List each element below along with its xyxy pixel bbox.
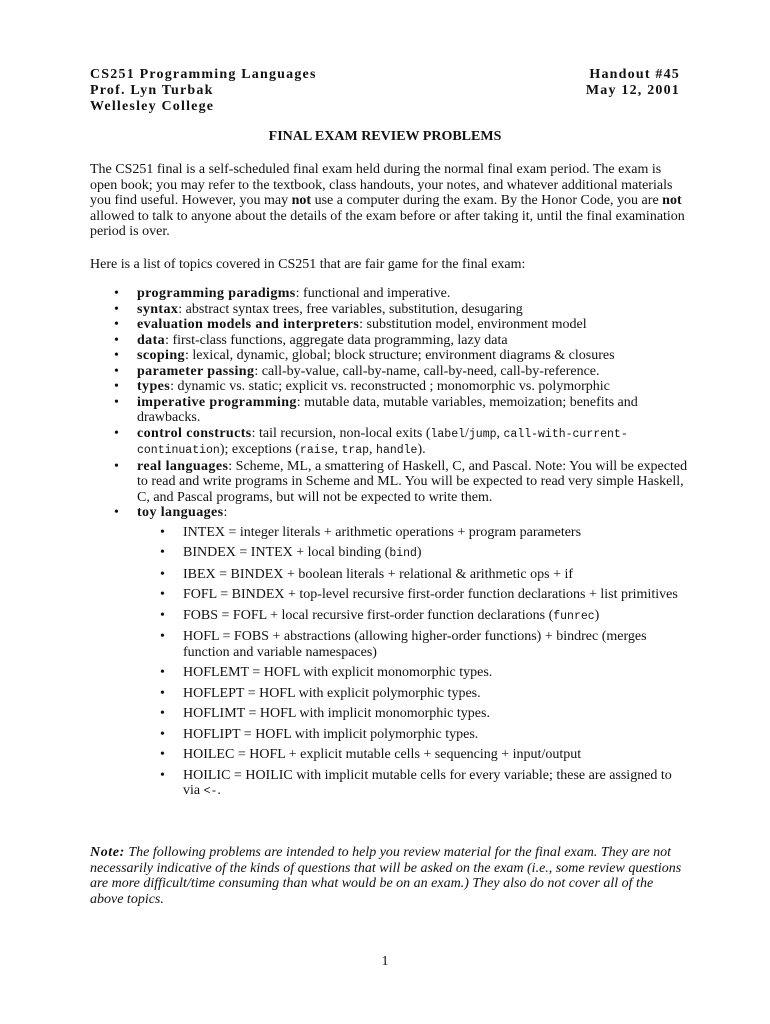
- toy-language-item: [137, 747, 690, 763]
- page-number: 1: [381, 954, 389, 969]
- topic-desc: : mutable data, mutable variables, memoization; benefits and drawbacks.: [137, 394, 638, 425]
- topic-desc: : call-by-value, call-by-name, call-by-need, call-by-reference.: [254, 363, 600, 379]
- topic-term: toy languages: [137, 505, 224, 520]
- topic-desc: : abstract syntax trees, free variables, substitution, desugaring: [178, 301, 523, 317]
- toy-language-item: [137, 608, 690, 625]
- document-header: [90, 67, 680, 115]
- toy-text: BINDEX = INTEX + local binding (: [183, 545, 390, 560]
- toy-language-item: [137, 686, 690, 702]
- topic-desc: :: [223, 505, 228, 520]
- toy-text: HOILEC = HOFL + explicit mutable cells + sequencing + input/output: [183, 747, 582, 762]
- intro-text-3: allowed to talk to anyone about the details of the exam before or after taking it, until the final examination period is over.: [90, 208, 685, 240]
- topic-term: parameter passing: [137, 363, 255, 379]
- topic-desc-part: /: [465, 425, 469, 441]
- code-jump: jump: [468, 427, 497, 441]
- topic-item-toy: [90, 505, 690, 800]
- toy-code: bind: [389, 547, 417, 560]
- toy-text: FOBS = FOFL + local recursive first-order function declarations (: [183, 607, 554, 623]
- handout-number: Handout #45: [589, 67, 680, 82]
- topic-desc: : first-class functions, aggregate data programming, lazy data: [165, 332, 508, 348]
- topic-desc-part: ,: [496, 425, 504, 441]
- code-handle: handle: [376, 444, 418, 457]
- toy-language-item: [137, 525, 690, 541]
- topic-item: [90, 364, 690, 380]
- code-label: label: [430, 427, 466, 441]
- topic-term: imperative programming: [137, 394, 297, 410]
- toy-text: INTEX = integer literals + arithmetic operations + program parameters: [183, 524, 582, 540]
- topic-item-real: [90, 459, 690, 506]
- toy-language-item: [137, 665, 690, 681]
- toy-text-after: ): [416, 545, 422, 560]
- toy-text: HOFLEMT = HOFL with explicit monomorphic types.: [183, 665, 493, 680]
- toy-text-after: ): [594, 607, 600, 623]
- handout-date: May 12, 2001: [585, 83, 680, 98]
- topic-list: [90, 286, 690, 805]
- topic-term: evaluation models and interpreters: [137, 317, 360, 332]
- topic-desc-part: ).: [417, 442, 426, 457]
- topic-term: control constructs: [137, 425, 252, 441]
- topic-item: [90, 333, 690, 349]
- toy-code: <-: [203, 785, 218, 798]
- toy-language-item: [137, 727, 690, 743]
- note-text: The following problems are intended to help you review material for the final exam. They are not necessarily indicative of the kinds of questions that will be asked on the exam (i.e., some review questions are more difficult/time consuming than what would be on an exam.) They also do not cover all of the above topics.: [90, 845, 682, 907]
- intro-not-1: not: [291, 193, 312, 209]
- topic-item: [90, 395, 690, 426]
- topic-desc-part: : tail recursion, non-local exits (: [251, 425, 431, 441]
- toy-language-item: [137, 768, 690, 800]
- course-name: CS251 Programming Languages: [90, 67, 317, 82]
- topic-item: [90, 286, 690, 302]
- toy-language-item: [137, 567, 690, 583]
- topic-term: scoping: [137, 348, 185, 363]
- page-title: FINAL EXAM REVIEW PROBLEMS: [268, 129, 502, 144]
- toy-text: HOFLIMT = HOFL with implicit monomorphic types.: [183, 706, 490, 721]
- topic-item: [90, 379, 690, 395]
- intro-text-2: use a computer during the exam. By the Honor Code, you are: [311, 193, 663, 209]
- topic-item: [90, 317, 690, 333]
- topic-desc-part: ,: [369, 442, 377, 457]
- toy-text-after: .: [217, 783, 221, 798]
- topic-item: [90, 302, 690, 318]
- toy-text: HOFLIPT = HOFL with implicit polymorphic types.: [183, 726, 479, 742]
- note-label: Note:: [90, 845, 125, 860]
- topic-desc: : lexical, dynamic, global; block structure; environment diagrams & closures: [184, 348, 615, 363]
- header-right: [586, 67, 680, 99]
- code-call-cc: call-with-current-continuation: [137, 427, 628, 457]
- toy-text: HOFLEPT = HOFL with explicit polymorphic types.: [183, 685, 481, 701]
- intro-paragraph: [90, 162, 690, 240]
- topic-term: real languages: [137, 458, 229, 474]
- toy-language-item: [137, 706, 690, 722]
- topic-term: programming paradigms: [137, 286, 296, 301]
- toy-language-item: [137, 545, 690, 562]
- code-raise: raise: [299, 444, 335, 457]
- toy-text: HOFL = FOBS + abstractions (allowing higher-order functions) + bindrec (merges function and variable namespaces): [183, 629, 647, 660]
- topic-term: syntax: [137, 301, 179, 317]
- school-name: Wellesley College: [90, 99, 215, 114]
- topic-desc: : substitution model, environment model: [359, 317, 587, 332]
- toy-code: funrec: [553, 609, 595, 623]
- topic-item-control: [90, 426, 690, 459]
- intro-text-1: The CS251 final is a self-scheduled final exam held during the normal final exam period. The exam is open book; you may refer to the textbook, class handouts, your notes, and whatever additional materials you find useful. However, you may: [90, 162, 673, 209]
- topics-lead: Here is a list of topics covered in CS251 that are fair game for the final exam:: [90, 257, 526, 272]
- topic-desc-part: ); exceptions (: [219, 442, 300, 457]
- topic-term: types: [137, 379, 171, 394]
- topic-term: data: [137, 332, 166, 348]
- toy-text: FOFL = BINDEX + top-level recursive first-order function declarations + list primitives: [183, 587, 678, 602]
- topic-desc-part: ,: [334, 442, 342, 457]
- topic-desc: : dynamic vs. static; explicit vs. reconstructed ; monomorphic vs. polymorphic: [170, 379, 610, 394]
- toy-language-list: [137, 525, 690, 800]
- toy-language-item: [137, 587, 690, 603]
- instructor-name: Prof. Lyn Turbak: [90, 83, 214, 98]
- code-trap: trap: [341, 444, 370, 457]
- note-paragraph: [90, 845, 690, 907]
- toy-text: HOILIC = HOILIC with implicit mutable cells for every variable; these are assigned to via: [183, 767, 672, 798]
- topic-desc: : Scheme, ML, a smattering of Haskell, C, and Pascal. Note: You will be expected to read and write programs in Scheme and ML. You will be expected to read very simple Haskell, C, and Pascal programs, but will not be expected to write them.: [137, 458, 688, 505]
- topic-item: [90, 348, 690, 364]
- intro-not-2: not: [662, 193, 682, 209]
- toy-language-item: [137, 629, 690, 660]
- toy-text: IBEX = BINDEX + boolean literals + relational & arithmetic ops + if: [183, 566, 574, 582]
- topic-desc: : functional and imperative.: [295, 286, 451, 301]
